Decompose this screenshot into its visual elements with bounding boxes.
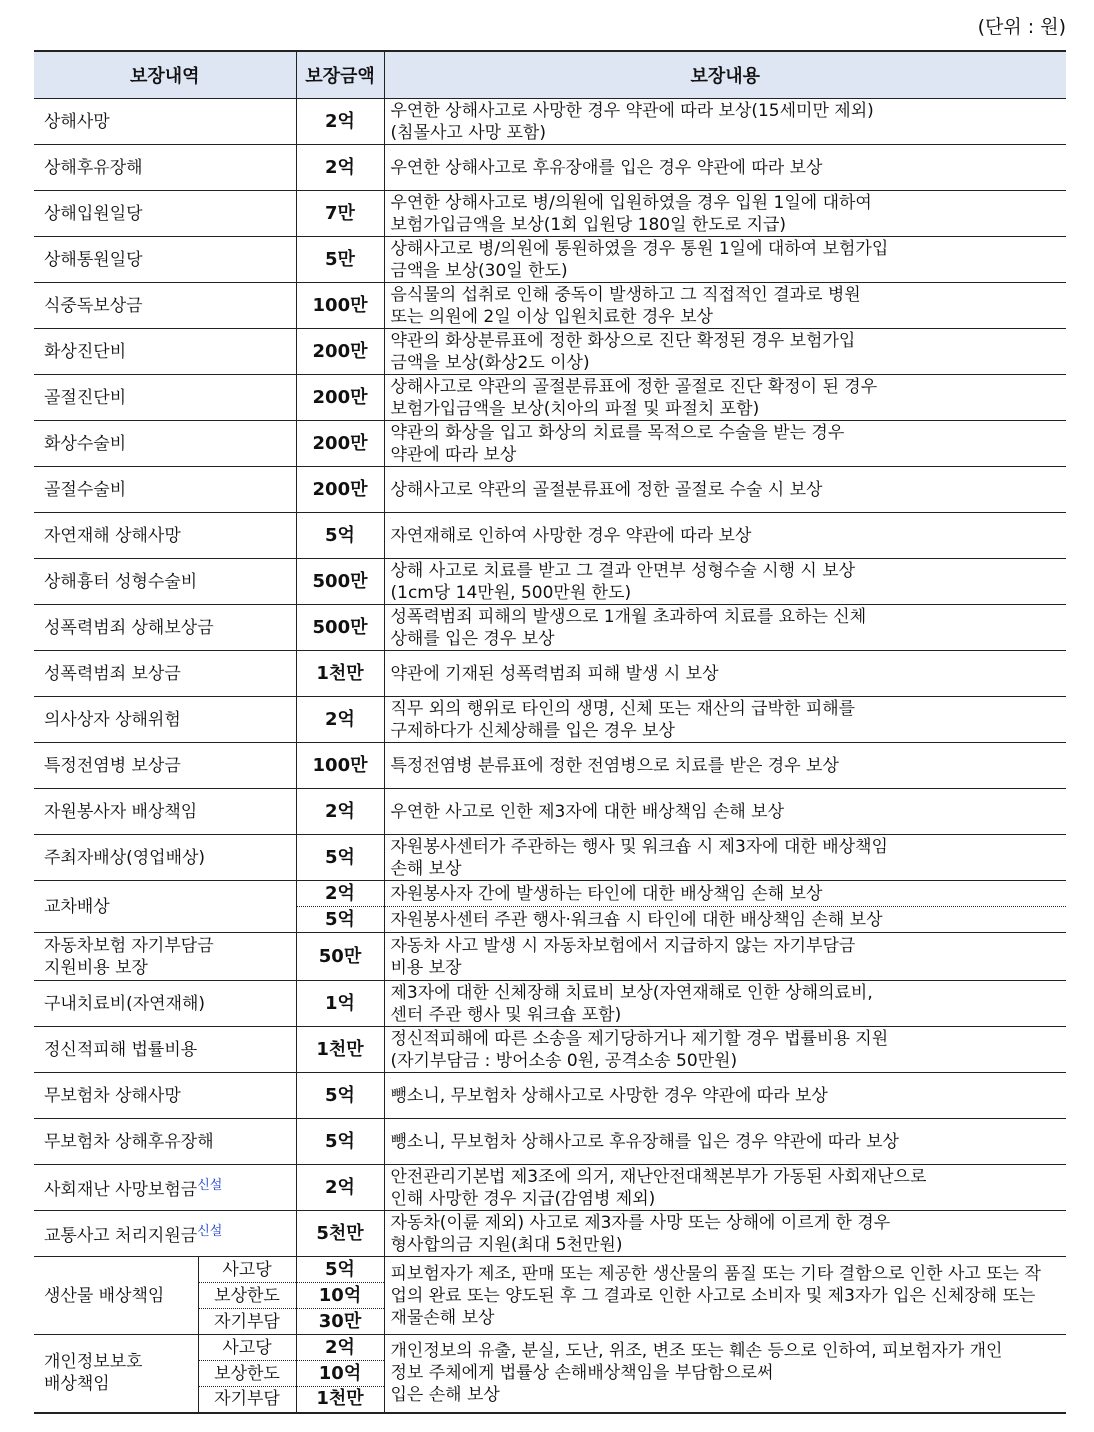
coverage-amount: 2억 xyxy=(296,1335,384,1361)
coverage-name: 주최자배상(영업배상) xyxy=(34,835,296,881)
coverage-name: 화상진단비 xyxy=(34,329,296,375)
coverage-desc: 특정전염병 분류표에 정한 전염병으로 치료를 받은 경우 보상 xyxy=(384,743,1066,789)
coverage-amount: 1억 xyxy=(296,981,384,1027)
coverage-amount: 2억 xyxy=(296,99,384,145)
coverage-amount: 2억 xyxy=(296,789,384,835)
unit-label: (단위 : 원) xyxy=(977,16,1066,38)
sub-label: 보상한도 xyxy=(198,1361,296,1387)
coverage-amount: 5억 xyxy=(296,513,384,559)
coverage-amount: 10억 xyxy=(296,1361,384,1387)
coverage-name: 정신적피해 법률비용 xyxy=(34,1027,296,1073)
coverage-amount: 10억 xyxy=(296,1283,384,1309)
coverage-name: 상해사망 xyxy=(34,99,296,145)
coverage-amount: 1천만 xyxy=(296,1027,384,1073)
coverage-desc: 개인정보의 유출, 분실, 도난, 위조, 변조 또는 훼손 등으로 인하여, 피보험자가 개인 정보 주체에게 법률상 손해배상책임을 부담함으로써 입은 손해 보상 xyxy=(384,1335,1066,1413)
coverage-amount: 5억 xyxy=(296,835,384,881)
coverage-name: 생산물 배상책임 xyxy=(34,1257,198,1335)
coverage-name: 골절수술비 xyxy=(34,467,296,513)
coverage-amount: 5억 xyxy=(296,1119,384,1165)
table-row xyxy=(34,375,1066,421)
coverage-desc: 우연한 상해사고로 후유장애를 입은 경우 약관에 따라 보상 xyxy=(384,145,1066,191)
coverage-amount: 1천만 xyxy=(296,651,384,697)
coverage-desc: 약관의 화상분류표에 정한 화상으로 진단 확정된 경우 보험가입 금액을 보상(화상2도 이상) xyxy=(384,329,1066,375)
coverage-amount: 100만 xyxy=(296,283,384,329)
coverage-name: 사회재난 사망보험금$^{신설}$ xyxy=(34,1165,296,1211)
table-row xyxy=(34,1073,1066,1119)
coverage-desc: 우연한 상해사고로 병/의원에 입원하였을 경우 입원 1일에 대하여 보험가입금액을 보상(1회 입원당 180일 한도로 지급) xyxy=(384,191,1066,237)
coverage-amount: 7만 xyxy=(296,191,384,237)
table-row xyxy=(34,559,1066,605)
coverage-name: 성폭력범죄 보상금 xyxy=(34,651,296,697)
table-row xyxy=(34,881,1066,907)
coverage-name: 특정전염병 보상금 xyxy=(34,743,296,789)
coverage-name: 의사상자 상해위험 xyxy=(34,697,296,743)
table-row xyxy=(34,513,1066,559)
coverage-desc: 상해사고로 약관의 골절분류표에 정한 골절로 수술 시 보상 xyxy=(384,467,1066,513)
coverage-name: 골절진단비 xyxy=(34,375,296,421)
coverage-desc: 자동차 사고 발생 시 자동차보험에서 지급하지 않는 자기부담금 비용 보장 xyxy=(384,933,1066,981)
coverage-desc: 상해사고로 약관의 골절분류표에 정한 골절로 진단 확정이 된 경우 보험가입금액을 보상(치아의 파절 및 파절치 포함) xyxy=(384,375,1066,421)
coverage-name: 상해통원일당 xyxy=(34,237,296,283)
table-row xyxy=(34,145,1066,191)
table-row xyxy=(34,99,1066,145)
coverage-name: 자연재해 상해사망 xyxy=(34,513,296,559)
coverage-name: 식중독보상금 xyxy=(34,283,296,329)
table-header-row xyxy=(34,51,1066,99)
coverage-desc: 자원봉사센터 주관 행사·워크숍 시 타인에 대한 배상책임 손해 보상 xyxy=(384,907,1066,933)
coverage-desc: 정신적피해에 따른 소송을 제기당하거나 제기할 경우 법률비용 지원 (자기부담금 : 방어소송 0원, 공격소송 50만원) xyxy=(384,1027,1066,1073)
coverage-name: 무보험차 상해후유장해 xyxy=(34,1119,296,1165)
coverage-name: 무보험차 상해사망 xyxy=(34,1073,296,1119)
coverage-desc: 피보험자가 제조, 판매 또는 제공한 생산물의 품질 또는 기타 결함으로 인한 사고 또는 작 업의 완료 또는 양도된 후 그 결과로 인한 사고로 소비자 및 제3자가 입은 신체장해 또는 재물손해 보상 xyxy=(384,1257,1066,1335)
table-row xyxy=(34,835,1066,881)
header-item: 보장내역 xyxy=(34,51,296,99)
coverage-desc: 약관에 기재된 성폭력범죄 피해 발생 시 보상 xyxy=(384,651,1066,697)
coverage-amount: 100만 xyxy=(296,743,384,789)
table-row xyxy=(34,1257,1066,1283)
new-badge: 신설 xyxy=(197,1223,223,1239)
coverage-amount: 200만 xyxy=(296,375,384,421)
coverage-desc: 뺑소니, 무보험차 상해사고로 사망한 경우 약관에 따라 보상 xyxy=(384,1073,1066,1119)
coverage-amount: 500만 xyxy=(296,559,384,605)
coverage-amount: 2억 xyxy=(296,1165,384,1211)
coverage-amount: 2억 xyxy=(296,697,384,743)
coverage-desc: 자동차(이륜 제외) 사고로 제3자를 사망 또는 상해에 이르게 한 경우 형사합의금 지원(최대 5천만원) xyxy=(384,1211,1066,1257)
sub-label: 사고당 xyxy=(198,1257,296,1283)
table-row xyxy=(34,697,1066,743)
table-row xyxy=(34,605,1066,651)
coverage-desc: 직무 외의 행위로 타인의 생명, 신체 또는 재산의 급박한 피해를 구제하다가 신체상해를 입은 경우 보상 xyxy=(384,697,1066,743)
table-row xyxy=(34,1119,1066,1165)
coverage-desc: 우연한 상해사고로 사망한 경우 약관에 따라 보상(15세미만 제외) (침몰사고 사망 포함) xyxy=(384,99,1066,145)
sub-label: 사고당 xyxy=(198,1335,296,1361)
coverage-amount: 2억 xyxy=(296,145,384,191)
table-row xyxy=(34,1211,1066,1257)
coverage-name: 교차배상 xyxy=(34,881,296,933)
coverage-name: 구내치료비(자연재해) xyxy=(34,981,296,1027)
coverage-table xyxy=(34,50,1066,1414)
coverage-name: 상해후유장해 xyxy=(34,145,296,191)
coverage-desc: 제3자에 대한 신체장해 치료비 보상(자연재해로 인한 상해의료비, 센터 주관 행사 및 워크숍 포함) xyxy=(384,981,1066,1027)
table-row xyxy=(34,467,1066,513)
coverage-amount: 50만 xyxy=(296,933,384,981)
coverage-amount: 200만 xyxy=(296,421,384,467)
table-row xyxy=(34,933,1066,981)
coverage-amount: 30만 xyxy=(296,1309,384,1335)
coverage-desc: 음식물의 섭취로 인해 중독이 발생하고 그 직접적인 결과로 병원 또는 의원에 2일 이상 입원치료한 경우 보상 xyxy=(384,283,1066,329)
coverage-desc: 약관의 화상을 입고 화상의 치료를 목적으로 수술을 받는 경우 약관에 따라 보상 xyxy=(384,421,1066,467)
coverage-desc: 자원봉사센터가 주관하는 행사 및 워크숍 시 제3자에 대한 배상책임 손해 보상 xyxy=(384,835,1066,881)
coverage-desc: 안전관리기본법 제3조에 의거, 재난안전대책본부가 가동된 사회재난으로 인해 사망한 경우 지급(감염병 제외) xyxy=(384,1165,1066,1211)
table-row xyxy=(34,789,1066,835)
new-badge: 신설 xyxy=(197,1177,223,1193)
coverage-desc: 자원봉사자 간에 발생하는 타인에 대한 배상책임 손해 보상 xyxy=(384,881,1066,907)
table-row xyxy=(34,743,1066,789)
coverage-amount: 500만 xyxy=(296,605,384,651)
table-row xyxy=(34,329,1066,375)
header-content: 보장내용 xyxy=(384,51,1066,99)
sub-label: 자기부담 xyxy=(198,1387,296,1413)
coverage-amount: 5만 xyxy=(296,237,384,283)
coverage-name: 화상수술비 xyxy=(34,421,296,467)
header-amount: 보장금액 xyxy=(296,51,384,99)
coverage-name: 상해입원일당 xyxy=(34,191,296,237)
sub-label: 보상한도 xyxy=(198,1283,296,1309)
coverage-desc: 상해 사고로 치료를 받고 그 결과 안면부 성형수술 시행 시 보상 (1cm당 14만원, 500만원 한도) xyxy=(384,559,1066,605)
coverage-desc: 상해사고로 병/의원에 통원하였을 경우 통원 1일에 대하여 보험가입 금액을 보상(30일 한도) xyxy=(384,237,1066,283)
coverage-amount: 5천만 xyxy=(296,1211,384,1257)
coverage-desc: 우연한 사고로 인한 제3자에 대한 배상책임 손해 보상 xyxy=(384,789,1066,835)
coverage-desc: 성폭력범죄 피해의 발생으로 1개월 초과하여 치료를 요하는 신체 상해를 입은 경우 보상 xyxy=(384,605,1066,651)
coverage-desc: 뺑소니, 무보험차 상해사고로 후유장해를 입은 경우 약관에 따라 보상 xyxy=(384,1119,1066,1165)
coverage-name: 자동차보험 자기부담금 지원비용 보장 xyxy=(34,933,296,981)
coverage-name: 교통사고 처리지원금$^{신설}$ xyxy=(34,1211,296,1257)
coverage-amount: 200만 xyxy=(296,467,384,513)
table-row xyxy=(34,191,1066,237)
table-row xyxy=(34,981,1066,1027)
table-row xyxy=(34,1335,1066,1361)
table-row xyxy=(34,1165,1066,1211)
coverage-name: 성폭력범죄 상해보상금 xyxy=(34,605,296,651)
coverage-amount: 1천만 xyxy=(296,1387,384,1413)
coverage-amount: 5억 xyxy=(296,1073,384,1119)
coverage-name: 상해흉터 성형수술비 xyxy=(34,559,296,605)
coverage-amount: 5억 xyxy=(296,907,384,933)
table-row xyxy=(34,1027,1066,1073)
table-row xyxy=(34,421,1066,467)
table-row xyxy=(34,651,1066,697)
coverage-amount: 5억 xyxy=(296,1257,384,1283)
coverage-name: 개인정보보호 배상책임 xyxy=(34,1335,198,1413)
table-row xyxy=(34,237,1066,283)
coverage-name: 자원봉사자 배상책임 xyxy=(34,789,296,835)
table-row xyxy=(34,283,1066,329)
coverage-desc: 자연재해로 인하여 사망한 경우 약관에 따라 보상 xyxy=(384,513,1066,559)
sub-label: 자기부담 xyxy=(198,1309,296,1335)
coverage-amount: 200만 xyxy=(296,329,384,375)
coverage-amount: 2억 xyxy=(296,881,384,907)
